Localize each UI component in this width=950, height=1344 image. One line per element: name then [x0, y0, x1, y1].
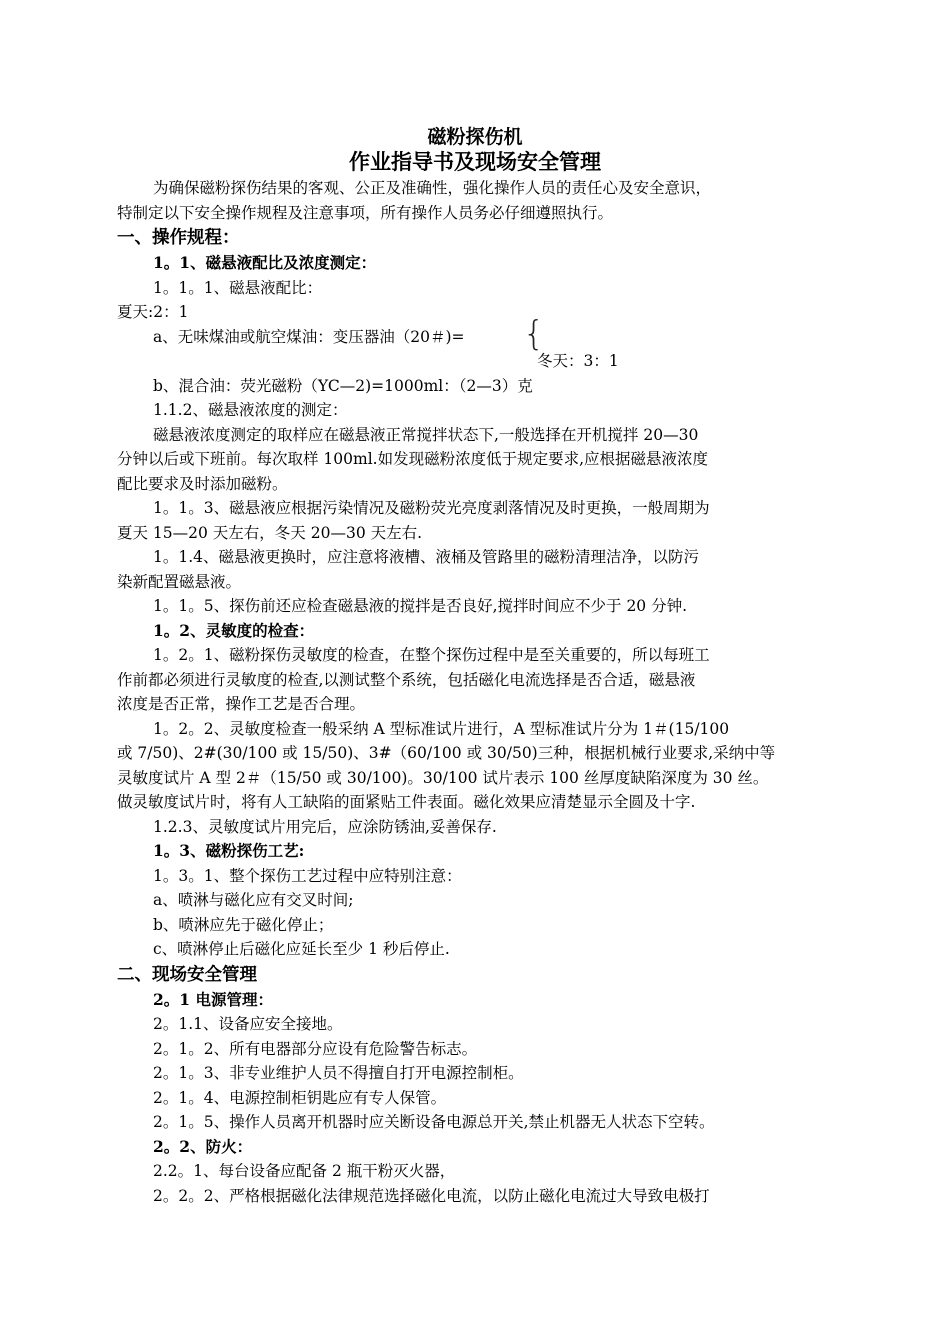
section-2-heading: 二、现场安全管理 [117, 964, 257, 985]
para-1-1-4-l1: 1。1.4、磁悬液更换时，应注意将液槽、液桶及管路里的磁粉清理洁净，以防污 [153, 548, 700, 566]
para-1-2-2-l2: 或 7/50)、2#(30/100 或 15/50)、3#（60/100 或 30/50)三种，根据机械行业要求,采纳中等 [117, 744, 776, 762]
para-1-2-1-l3: 浓度是否正常，操作工艺是否合理。 [117, 695, 366, 713]
para-1-1-4-l2: 染新配置磁悬液。 [117, 572, 242, 591]
document-title: 磁粉探伤机 [427, 126, 523, 148]
ratio-a-line [117, 313, 837, 354]
heading-2-1: 2。1 电源管理： [153, 989, 273, 1009]
para-1-3-1-a: a、喷淋与磁化应有交叉时间; [153, 891, 354, 909]
heading-1-1: 1。1、磁悬液配比及浓度测定： [153, 253, 377, 272]
para-1-2-2-l3: 灵敏度试片 A 型 2＃（15/50 或 30/100)。30/100 试片表示 100 丝厚度缺陷深度为 30 丝。 [117, 768, 769, 787]
para-1-3-1: 1。3。1、整个探伤工艺过程中应特别注意： [153, 866, 462, 885]
heading-2-2: 2。2、防火： [153, 1136, 253, 1156]
para-1-2-1-l2: 作前都必须进行灵敏度的检查,以测试整个系统，包括磁化电流选择是否合适，磁悬液 [117, 670, 696, 689]
para-2-1-2: 2。1。2、所有电器部分应设有危险警告标志。 [153, 1039, 478, 1058]
brace-symbol: { [523, 313, 545, 354]
para-1-2-1-l1: 1。2。1、磁粉探伤灵敏度的检查，在整个探伤过程中是至关重要的，所以每班工 [153, 646, 710, 664]
para-1-2-2-l4: 做灵敏度试片时，将有人工缺陷的面紧贴工件表面。磁化效果应清楚显示全圆及十字. [117, 793, 696, 811]
para-1-1-5: 1。1。5、探伤前还应检查磁悬液的搅拌是否良好,搅拌时间应不少于 20 分钟. [153, 597, 688, 615]
para-1-1-2-body-l2: 分钟以后或下班前。每次取样 100ml.如发现磁粉浓度低于规定要求,应根据磁悬液浓度 [117, 450, 709, 468]
para-1-1-3-l1: 1。1。3、磁悬液应根据污染情况及磁粉荧光亮度剥落情况及时更换，一般周期为 [153, 499, 710, 517]
ratio-a-text: a、无味煤油或航空煤油：变压器油（20＃)= [153, 327, 465, 346]
para-1-2-3: 1.2.3、灵敏度试片用完后，应涂防锈油,妥善保存. [153, 817, 497, 836]
para-1-3-1-c: c、喷淋停止后磁化应延长至少 1 秒后停止. [153, 940, 450, 958]
ratio-b-line: b、混合油：荧光磁粉（YC—2)=1000ml：（2—3）克 [153, 376, 533, 395]
ratio-summer: 夏天:2：1 [117, 303, 189, 321]
para-2-1-4: 2。1。4、电源控制柜钥匙应有专人保管。 [153, 1088, 447, 1107]
para-1-1-1: 1。1。1、磁悬液配比： [153, 278, 323, 297]
document-body [117, 176, 837, 1208]
document-subtitle: 作业指导书及现场安全管理 [349, 149, 601, 174]
para-2-2-1: 2.2。1、每台设备应配备 2 瓶干粉灭火器， [153, 1162, 456, 1180]
heading-1-2: 1。2、灵敏度的检查： [153, 620, 315, 640]
para-2-1-5: 2。1。5、操作人员离开机器时应关断设备电源总开关,禁止机器无人状态下空转。 [153, 1113, 715, 1131]
intro-line-2: 特制定以下安全操作规程及注意事项，所有操作人员务必仔细遵照执行。 [117, 203, 614, 222]
para-1-1-3-l2: 夏天 15—20 天左右，冬天 20—30 天左右. [117, 523, 423, 542]
para-1-2-2-l1: 1。2。2、灵敏度检查一般采纳 A 型标准试片进行，A 型标准试片分为 1＃(15/100 [153, 719, 730, 738]
ratio-winter: 冬天：3：1 [537, 352, 619, 370]
para-1-1-2: 1.1.2、磁悬液浓度的测定： [153, 401, 348, 419]
para-2-1-1: 2。1.1、设备应安全接地。 [153, 1015, 343, 1033]
para-1-1-2-body-l3: 配比要求及时添加磁粉。 [117, 474, 288, 493]
para-1-3-1-b: b、喷淋应先于磁化停止； [153, 915, 334, 934]
para-2-1-3: 2。1。3、非专业维护人员不得擅自打开电源控制柜。 [153, 1064, 524, 1082]
section-1-heading: 一、操作规程： [117, 228, 240, 248]
para-2-2-2: 2。2。2、严格根据磁化法律规范选择磁化电流，以防止磁化电流过大导致电极打 [153, 1186, 710, 1205]
heading-1-3: 1。3、磁粉探伤工艺: [153, 841, 305, 860]
intro-line-1: 为确保磁粉探伤结果的客观、公正及准确性，强化操作人员的责任心及安全意识， [153, 179, 712, 197]
para-1-1-2-body-l1: 磁悬液浓度测定的取样应在磁悬液正常搅拌状态下,一般选择在开机搅拌 20—30 [153, 425, 699, 444]
